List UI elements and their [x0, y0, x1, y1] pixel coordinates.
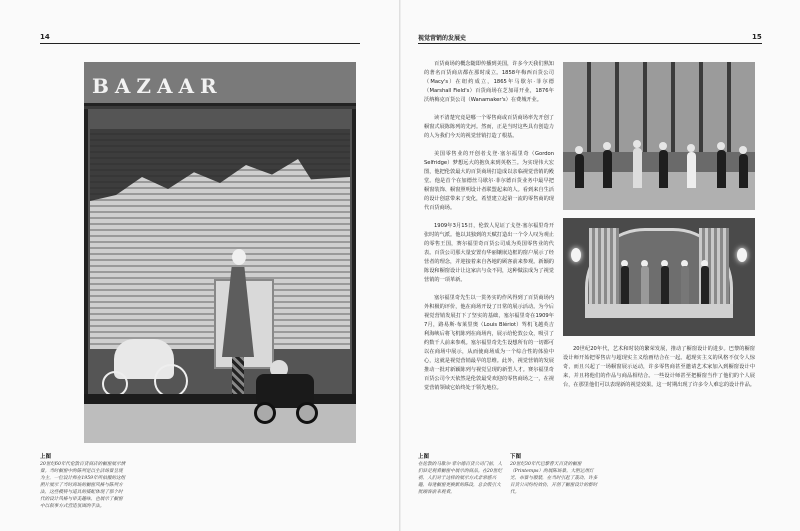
body-paragraph: 塞尔福里奇先生以一贯务实的作风得到了百货商场内外积极的评价，他在商场开设了日常的展示活动。为今后视觉营销发展打下了坚实的基础，塞尔福里奇在1909年7月，路易斯·布莱里奥（Louis Blériot）驾机飞越英吉利海峡后将飞机陈列在商场内，展示给伦敦公众，吸引了约数千人前来参观。塞尔福里奇先生设想所有的一切都可以在商场中展示，从而使商场成为一个综合性的体验中心，这就是视觉营销最早的思维。此外，视觉营销的发展推动一批对新颖陈列与视觉呈现的新型人才。赛尔福里奇百货公司今天依然是伦敦最受欢迎的零售商场之一，在视觉营销领域它始终处于领先地位。: [424, 295, 554, 391]
onlooker: [687, 152, 696, 188]
body-text-column-2: [563, 345, 755, 417]
wall-lamp: [571, 248, 581, 262]
onlooker-head: [603, 142, 611, 150]
curtain: [589, 228, 619, 308]
left-page-number: 14: [40, 33, 50, 41]
window-mullion: [84, 109, 88, 394]
onlooker: [659, 150, 668, 188]
right-page-number: 15: [752, 33, 762, 41]
onlooker: [603, 150, 612, 188]
body-paragraph: 读不清楚究竟是哪一个零售商或百货商场率先开创了橱窗式展陈陈列的先河。然而，正是当时这些具有创造力的人为我们今天的视觉营销打造了根基。: [424, 115, 554, 139]
onlooker: [633, 148, 642, 188]
body-paragraph: 1909年3月15日，伦敦人见证了戈登·塞尔福里奇开张时的气派。他以其独到的天赋打造出一个令人叹为观止的零售王国，赛尔福里奇百货公司成为英国零售业的代表。百货公司那大量安置有华丽镶嵌边框的窗户展示了经营者的理念，并迎接着来自各地的顾客前来参观。新颖的陈设和橱窗设计让这家店与众不同，这种做法成为了视觉营销的一项革新。: [424, 223, 554, 283]
pram-wheel: [154, 364, 188, 398]
storefront: [563, 62, 755, 152]
running-head: 视觉营销的发展史: [418, 35, 467, 42]
mannequin: [621, 266, 629, 304]
mannequin-head: [232, 249, 246, 265]
street-pram-wheel: [296, 402, 318, 424]
right-caption-1-title: 上图: [418, 454, 430, 460]
left-header-rule: [40, 43, 360, 44]
shop-window-photo: [84, 62, 356, 443]
wall-lamp: [737, 248, 747, 262]
onlooker: [575, 154, 584, 188]
window-sill: [84, 394, 356, 404]
onlooker: [717, 150, 726, 188]
onlooker-head: [739, 146, 747, 154]
mannequin: [681, 266, 689, 304]
onlooker-head: [659, 142, 667, 150]
onlooker-head: [717, 142, 725, 150]
onlooker-head: [633, 140, 641, 148]
onlooker: [739, 154, 748, 188]
right-caption-1-body: 在伦敦的马歇尔·菲尔德百货公司门前，人们驻足观看橱窗中展示的商品。在20世纪初，人们对于这样的展示方式非常感兴趣，每逢橱窗更换新的陈设，总会吸引大批顾客前来观看。: [418, 462, 503, 495]
mannequin: [701, 266, 709, 304]
display-window: [84, 109, 356, 394]
window-display-photo: [563, 218, 755, 336]
right-header-rule: [418, 43, 762, 44]
body-paragraph: 百货商场的概念随即传播到美国，许多今天我们熟知的著名百货商店都在那时成立。1858年梅西百货公司（Macy's）在纽约成立，1865年马歇尔·菲尔德（Marshall Field's）百货商场在芝加哥开业，1876年沃纳梅克百货公司（Wanamaker's）在费城开业。: [424, 61, 554, 103]
body-text-column-1: [424, 60, 554, 450]
right-caption-2-body: 20世纪30年代巴黎春天百货的橱窗（Printemps）的展陈场景。大胆运用灯光、布景与服装，在当时引起了轰动，许多百货公司纷纷效仿，开创了橱窗设计的新时代。: [510, 462, 598, 495]
display-floor: [585, 304, 733, 318]
crowd-at-store-photo: [563, 62, 755, 210]
mannequin: [641, 266, 649, 304]
window-mullion: [352, 109, 356, 394]
store-sign-text: BAZAAR: [92, 74, 223, 98]
onlooker-head: [575, 146, 583, 154]
onlooker-head: [687, 144, 695, 152]
store-sign: [84, 62, 356, 106]
page-gutter: [399, 0, 401, 531]
right-caption-2-title: 下图: [510, 454, 522, 460]
body-paragraph: 20世纪20年代，艺术和时装的繁荣发展，推动了橱窗设计的进步。巴黎的橱窗设计师开始把零售店与超现实主义绘画结合在一起。超现实主义的风格不仅令人惊奇，而且兴起了一场橱窗展示运动，许多零售商甚至邀请艺术家加入到橱窗设计中来，并且将他们的作品与商品相结合。一些设计师甚至把橱窗当作了他们的个人展台，在那里他们可以表现新的视觉效果。这一时期出现了许多令人难忘的设计作品。: [563, 346, 755, 388]
mannequin: [661, 266, 669, 304]
left-caption-title: 上图: [40, 454, 52, 460]
street-pram-wheel: [254, 402, 276, 424]
body-paragraph: 美国零售业的开创者戈登·塞尔福里奇（Gordon Selfridge）梦想远大的抱负来到英格兰。为实现伟大宏图，他把伦敦最大的百货商场打造成以亲临视觉营销的殿堂。他是首个在加德丝马歇尔·菲尔德百货业务中最早把橱窗装饰、橱窗照明设计者联盟起来的人。看到来自生活的设计创意带来了变化，希望建立起第一流的零售商的现代百货商场。: [424, 151, 554, 211]
left-caption-body: 20世纪60年代伦敦百货商店的橱窗展示情景。当时橱窗中的陈列是以生活场景呈现为主，一位设计师在1959年所拍摄的这组照片展示了当时商场的橱窗风格与陈列方法，这些模特与道具的搭配体现了那个时代的设计风格与审美趣味，也展示了橱窗中以叙事方式营造氛围的手法。: [40, 462, 126, 509]
